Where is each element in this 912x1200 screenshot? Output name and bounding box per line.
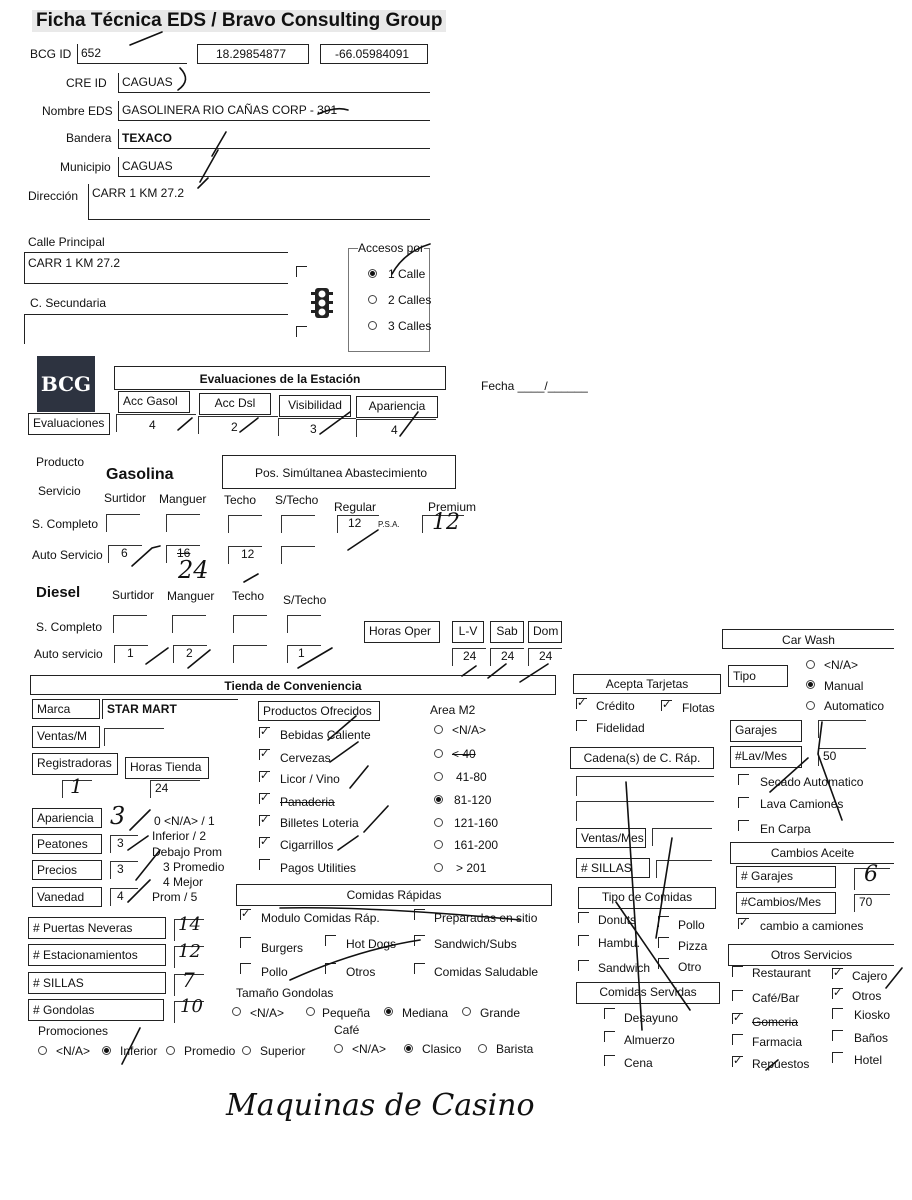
carwash-tipo-label: Tipo [728, 665, 788, 687]
sandwich-subs-checkbox[interactable] [414, 935, 425, 946]
credito-label: Crédito [596, 699, 635, 713]
gas-stecho-header: S/Techo [275, 493, 319, 507]
longitude-field[interactable]: -66.05984091 [320, 44, 428, 64]
premium-handwritten: 12 [432, 510, 460, 535]
horas-tienda-field[interactable]: 24 [150, 780, 200, 798]
horas-sab-label: Sab [490, 621, 524, 643]
bandera-label: Bandera [66, 131, 112, 145]
area-40-radio[interactable] [434, 749, 443, 758]
banos-label: Baños [854, 1031, 889, 1045]
cervezas-checkbox[interactable]: ✓ [260, 748, 270, 760]
servicio-label: Servicio [38, 484, 81, 498]
licor-checkbox[interactable]: ✓ [260, 770, 270, 782]
hotel-label: Hotel [854, 1053, 883, 1067]
evaluaciones-side-label: Evaluaciones [28, 413, 110, 435]
gond-na-radio[interactable] [232, 1007, 241, 1016]
acceso-1-radio[interactable] [368, 269, 377, 278]
registradoras-label: Registradoras [32, 753, 118, 775]
gas-as-techo[interactable]: 12 [228, 546, 262, 564]
horas-lv-label: L-V [452, 621, 484, 643]
cafe-barista-radio[interactable] [478, 1044, 487, 1053]
promo-superior-radio[interactable] [242, 1046, 251, 1055]
acceso-2-radio[interactable] [368, 295, 377, 304]
area-120-radio[interactable] [434, 795, 443, 804]
psa-label: P.S.A. [378, 520, 400, 529]
area-160-label: 121-160 [454, 816, 499, 830]
otros-comidas-label: Otros [346, 965, 376, 979]
dsl-sc-techo[interactable] [233, 615, 267, 633]
cafe-clasico-radio[interactable] [404, 1044, 413, 1053]
horas-tienda-label: Horas Tienda [125, 757, 209, 779]
acceso-1-label: 1 Calle [388, 267, 426, 281]
lava-camiones-checkbox[interactable] [738, 797, 749, 808]
gas-auto-servicio-label: Auto Servicio [32, 548, 103, 562]
secundaria-checkbox[interactable] [296, 326, 307, 337]
acc-gasol-label: Acc Gasol [118, 391, 190, 413]
pos-simultanea-box: Pos. Simúltanea Abastecimiento [222, 455, 456, 489]
ventas-label: Ventas/M [32, 726, 100, 748]
puertas-label: # Puertas Neveras [28, 917, 166, 939]
restaurant-checkbox[interactable] [732, 966, 743, 977]
gas-sc-surtidor[interactable] [106, 514, 140, 532]
area-80-label: 41-80 [456, 770, 487, 784]
gas-sc-techo[interactable] [228, 515, 262, 533]
preparadas-label: Preparadas en sitio [434, 911, 538, 925]
horas-dom-value[interactable]: 24 [528, 648, 562, 666]
gas-techo-header: Techo [224, 493, 257, 507]
tarjetas-title: Acepta Tarjetas [573, 674, 721, 694]
carwash-auto-label: Automatico [824, 699, 885, 713]
visibilidad-label: Visibilidad [279, 395, 351, 417]
carwash-auto-radio[interactable] [806, 701, 815, 710]
acceso-3-label: 3 Calles [388, 319, 432, 333]
cre-id-field[interactable]: CAGUAS [118, 73, 430, 93]
pollo-rap-label: Pollo [678, 918, 705, 932]
calle-principal-field[interactable]: CARR 1 KM 27.2 [24, 252, 288, 284]
panaderia-checkbox[interactable]: ✓ [260, 792, 270, 804]
gomeria-label: Gomeria [752, 1015, 799, 1029]
regular-field[interactable]: 12 [337, 515, 379, 533]
pizza-label: Pizza [678, 939, 708, 953]
gondolas-count-label: # Gondolas [28, 999, 164, 1021]
bcg-id-label: BCG ID [30, 47, 72, 61]
gas-s-completo-label: S. Completo [32, 517, 99, 531]
traffic-light-icon [308, 286, 336, 320]
vanedad-field[interactable]: 4 [110, 888, 138, 906]
precios-label: Precios [32, 860, 102, 880]
area-200-label: 161-200 [454, 838, 499, 852]
puertas-handwritten: 14 [178, 914, 201, 935]
cigarrillos-checkbox[interactable]: ✓ [260, 836, 270, 848]
gond-na-label: <N/A> [250, 1006, 285, 1020]
saludable-label: Comidas Saludable [434, 965, 539, 979]
dsl-stecho-header: S/Techo [283, 593, 327, 607]
direccion-field[interactable]: CARR 1 KM 27.2 [88, 184, 430, 220]
gondolas-handwritten: 10 [180, 996, 203, 1017]
calle-secundaria-field[interactable] [24, 314, 288, 344]
accesos-label: Accesos por [358, 241, 425, 255]
premium-label: Premium [428, 500, 477, 514]
otros-serv-label: Otros [852, 989, 882, 1003]
gond-pequena-radio[interactable] [306, 1007, 315, 1016]
horas-lv-value[interactable]: 24 [452, 648, 486, 666]
aceite-cambios-field[interactable]: 70 [854, 894, 890, 912]
cajero-label: Cajero [852, 969, 888, 983]
precios-field[interactable]: 3 [110, 861, 138, 879]
gasolina-label: Gasolina [106, 466, 174, 483]
eval-cell-3 [278, 418, 356, 436]
registradoras-handwritten: 1 [70, 774, 83, 798]
dsl-as-techo[interactable] [233, 645, 267, 663]
calle-secundaria-label: C. Secundaria [30, 296, 107, 310]
pollo-checkbox[interactable] [240, 963, 251, 974]
almuerzo-label: Almuerzo [624, 1033, 675, 1047]
saludable-checkbox[interactable] [414, 963, 425, 974]
principal-checkbox[interactable] [296, 266, 307, 277]
carwash-garajes-field[interactable] [818, 720, 866, 738]
gas-as-manguer[interactable]: 16 [166, 545, 200, 563]
loteria-label: Billetes Loteria [280, 816, 359, 830]
gond-mediana-label: Mediana [402, 1006, 449, 1020]
otros-servicios-title: Otros Servicios [728, 944, 894, 966]
promo-superior-label: Superior [260, 1044, 306, 1058]
gond-pequena-label: Pequeña [322, 1006, 371, 1020]
bcg-id-field[interactable]: 652 [77, 44, 187, 64]
cafebar-checkbox[interactable] [732, 990, 743, 1001]
calle-principal-label: Calle Principal [28, 235, 105, 249]
apariencia-label: Apariencia [32, 808, 102, 828]
area-40-label: < 40 [452, 747, 476, 761]
hotel-checkbox[interactable] [832, 1052, 843, 1063]
area-label: Area M2 [430, 703, 476, 717]
bebidas-checkbox[interactable]: ✓ [260, 726, 270, 738]
donuts-checkbox[interactable] [578, 912, 589, 923]
gas-as-stecho[interactable] [281, 546, 315, 564]
acc-dsl-label: Acc Dsl [199, 393, 271, 415]
aceite-cambios-label: #Cambios/Mes [736, 892, 836, 914]
marca-field[interactable]: STAR MART [102, 699, 238, 719]
almuerzo-checkbox[interactable] [604, 1031, 615, 1042]
utilities-label: Pagos Utilities [280, 861, 357, 875]
car-wash-title: Car Wash [722, 629, 894, 649]
gond-grande-radio[interactable] [462, 1007, 471, 1016]
credito-checkbox[interactable]: ✓ [577, 697, 587, 709]
cafe-label: Café [334, 1023, 360, 1037]
panaderia-label: Panaderia [280, 795, 335, 809]
dsl-s-completo-label: S. Completo [36, 620, 103, 634]
promo-promedio-label: Promedio [184, 1044, 236, 1058]
municipio-field[interactable]: CAGUAS [118, 157, 430, 177]
promociones-label: Promociones [38, 1024, 109, 1038]
lava-camiones-label: Lava Camiones [760, 797, 844, 811]
visibilidad-value[interactable]: 3 [310, 422, 317, 436]
apariencia-eval-label: Apariencia [356, 396, 438, 418]
peatones-field[interactable]: 3 [110, 835, 138, 853]
en-carpa-checkbox[interactable] [738, 820, 749, 831]
comidas-servidas-label: Comidas Servidas [576, 982, 720, 1004]
cena-checkbox[interactable] [604, 1055, 615, 1066]
dsl-manguer-header: Manguer [167, 589, 215, 603]
gas-as-surtidor[interactable]: 6 [108, 545, 142, 563]
horas-dom-label: Dom [528, 621, 562, 643]
cadena-field-2[interactable] [576, 801, 714, 821]
desayuno-checkbox[interactable] [604, 1008, 615, 1019]
gas-sc-stecho[interactable] [281, 515, 315, 533]
flotas-checkbox[interactable]: ✓ [662, 699, 672, 711]
dsl-techo-header: Techo [232, 589, 265, 603]
camiones-checkbox[interactable]: ✓ [739, 917, 749, 929]
scale-3: Debajo Prom [152, 845, 223, 859]
cigarrillos-label: Cigarrillos [280, 838, 334, 852]
cre-id-label: CRE ID [66, 76, 107, 90]
hambu-label: Hambu. [598, 936, 641, 950]
acc-gasol-value[interactable]: 4 [149, 418, 156, 432]
banos-checkbox[interactable] [832, 1030, 843, 1041]
area-201-label: > 201 [456, 861, 487, 875]
bandera-field[interactable]: TEXACO [118, 129, 430, 149]
area-120-label: 81-120 [454, 793, 492, 807]
acceso-3-radio[interactable] [368, 321, 377, 330]
bebidas-label: Bebidas Caliente [280, 728, 371, 742]
cafe-barista-label: Barista [496, 1042, 534, 1056]
eval-cell-2 [198, 416, 278, 434]
otros-comidas-checkbox[interactable] [325, 963, 336, 974]
burgers-checkbox[interactable] [240, 937, 251, 948]
preparadas-checkbox[interactable] [414, 909, 425, 920]
modulo-label: Modulo Comidas Ráp. [261, 911, 380, 925]
gas-as-manguer-handwritten: 24 [178, 556, 209, 584]
modulo-checkbox[interactable]: ✓ [241, 908, 251, 920]
promo-inferior-radio[interactable] [102, 1046, 111, 1055]
hambu-checkbox[interactable] [578, 935, 589, 946]
area-160-radio[interactable] [434, 818, 443, 827]
aceite-garajes-handwritten: 6 [864, 862, 878, 887]
donuts-label: Donuts [598, 913, 637, 927]
cafe-clasico-label: Clasico [422, 1042, 462, 1056]
cadena-label: Cadena(s) de C. Ráp. [570, 747, 714, 769]
tipo-comidas-label: Tipo de Comidas [578, 887, 716, 909]
farmacia-checkbox[interactable] [732, 1034, 743, 1045]
secado-label: Secado Automatico [760, 775, 864, 789]
productos-label: Productos Ofrecidos [258, 701, 380, 721]
gas-manguer-header: Manguer [159, 492, 207, 506]
promo-na-radio[interactable] [38, 1046, 47, 1055]
eval-cell-4 [356, 419, 436, 437]
comidas-rapidas-title: Comidas Rápidas [236, 884, 552, 906]
rapidas-sillas-field[interactable] [656, 860, 712, 878]
promo-inferior-label: Inferior [120, 1044, 158, 1058]
dsl-surtidor-header: Surtidor [112, 588, 155, 602]
diesel-label: Diesel [36, 584, 81, 601]
pollo-label: Pollo [261, 965, 288, 979]
vanedad-label: Vanedad [32, 887, 102, 907]
secado-checkbox[interactable] [738, 774, 749, 785]
otros-serv-checkbox[interactable]: ✓ [833, 987, 843, 999]
page-title: Ficha Técnica EDS / Bravo Consulting Group [32, 10, 446, 32]
horas-sab-value[interactable]: 24 [490, 648, 524, 666]
acceso-2-label: 2 Calles [388, 293, 432, 307]
eval-cell-1 [116, 414, 196, 432]
scale-2: Inferior / 2 [152, 829, 207, 843]
loteria-checkbox[interactable]: ✓ [260, 814, 270, 826]
sillas-label: # SILLAS [28, 972, 166, 994]
scale-5: 4 Mejor [163, 875, 204, 889]
cajero-checkbox[interactable]: ✓ [833, 967, 843, 979]
estac-label: # Estacionamientos [28, 944, 166, 966]
cafe-na-radio[interactable] [334, 1044, 343, 1053]
carwash-manual-radio[interactable] [806, 680, 815, 689]
peatones-label: Peatones [32, 834, 102, 854]
latitude-field[interactable]: 18.29854877 [197, 44, 309, 64]
evaluaciones-title: Evaluaciones de la Estación [114, 366, 446, 390]
sillas-handwritten: 7 [182, 968, 195, 992]
apariencia-handwritten: 3 [110, 802, 126, 830]
flotas-label: Flotas [682, 701, 715, 715]
tamano-gondolas-label: Tamaño Gondolas [236, 986, 334, 1000]
sandwich-subs-label: Sandwich/Subs [434, 937, 517, 951]
bcg-logo: BCG [37, 356, 95, 412]
ventas-field[interactable] [104, 728, 164, 746]
pizza-checkbox[interactable] [658, 937, 669, 948]
carwash-na-radio[interactable] [806, 660, 815, 669]
carwash-lav-field[interactable]: 50 [818, 748, 866, 766]
cervezas-label: Cervezas [280, 751, 331, 765]
marca-label: Marca [32, 699, 100, 719]
cambios-aceite-title: Cambios Aceite [730, 842, 894, 864]
acc-dsl-value[interactable]: 2 [231, 420, 238, 434]
kiosko-checkbox[interactable] [832, 1008, 843, 1019]
fidelidad-checkbox[interactable] [576, 720, 587, 731]
licor-label: Licor / Vino [280, 772, 340, 786]
dsl-sc-manguer[interactable] [172, 615, 206, 633]
rapidas-sillas-label: # SILLAS [576, 858, 650, 878]
gomeria-checkbox[interactable]: ✓ [733, 1012, 743, 1024]
area-80-radio[interactable] [434, 772, 443, 781]
rapidas-ventas-field[interactable] [652, 828, 712, 846]
fidelidad-label: Fidelidad [596, 721, 645, 735]
regular-label: Regular [334, 500, 377, 514]
cadena-field-1[interactable] [576, 776, 714, 796]
cena-label: Cena [624, 1056, 653, 1070]
kiosko-label: Kiosko [854, 1008, 891, 1022]
gond-grande-label: Grande [480, 1006, 521, 1020]
burgers-label: Burgers [261, 941, 304, 955]
municipio-label: Municipio [60, 160, 111, 174]
dsl-auto-servicio-label: Auto servicio [34, 647, 103, 661]
carwash-garajes-label: Garajes [730, 720, 802, 742]
aceite-garajes-label: # Garajes [736, 866, 836, 888]
hotdogs-checkbox[interactable] [325, 935, 336, 946]
gond-mediana-radio[interactable] [384, 1007, 393, 1016]
dsl-sc-stecho[interactable] [287, 615, 321, 633]
scale-6: Prom / 5 [152, 890, 198, 904]
nombre-label: Nombre EDS [42, 104, 113, 118]
farmacia-label: Farmacia [752, 1035, 803, 1049]
dsl-as-surtidor[interactable]: 1 [114, 645, 148, 663]
cafe-na-label: <N/A> [352, 1042, 387, 1056]
sandwich-checkbox[interactable] [578, 960, 589, 971]
promo-promedio-radio[interactable] [166, 1046, 175, 1055]
carwash-lav-label: #Lav/Mes [730, 746, 802, 768]
fecha-label: Fecha ____/______ [481, 379, 588, 393]
hotdogs-label: Hot Dogs [346, 937, 397, 951]
scale-4: 3 Promedio [163, 860, 225, 874]
area-na-label: <N/A> [452, 723, 487, 737]
sandwich-label: Sandwich [598, 961, 651, 975]
repuestos-label: Repuestos [752, 1057, 810, 1071]
desayuno-label: Desayuno [624, 1011, 679, 1025]
otro-rap-label: Otro [678, 960, 702, 974]
pollo-rap-checkbox[interactable] [658, 916, 669, 927]
utilities-checkbox[interactable] [259, 859, 270, 870]
carwash-manual-label: Manual [824, 679, 864, 693]
cafebar-label: Café/Bar [752, 991, 800, 1005]
apariencia-eval-value[interactable]: 4 [391, 423, 398, 437]
nombre-field[interactable]: GASOLINERA RIO CAÑAS CORP - 391 [118, 101, 430, 121]
gas-sc-manguer[interactable] [166, 514, 200, 532]
producto-label: Producto [36, 455, 85, 469]
carwash-na-label: <N/A> [824, 658, 859, 672]
en-carpa-label: En Carpa [760, 822, 811, 836]
otro-rap-checkbox[interactable] [658, 958, 669, 969]
handwritten-note: Maquinas de Casino [226, 1088, 535, 1123]
repuestos-checkbox[interactable]: ✓ [733, 1055, 743, 1067]
gas-surtidor-header: Surtidor [104, 491, 147, 505]
dsl-sc-surtidor[interactable] [113, 615, 147, 633]
dsl-as-stecho[interactable]: 1 [287, 645, 321, 663]
area-201-radio[interactable] [434, 863, 443, 872]
dsl-as-manguer[interactable]: 2 [173, 645, 207, 663]
scale-1: 0 <N/A> / 1 [154, 814, 215, 828]
estac-handwritten: 12 [178, 941, 201, 962]
horas-oper-label: Horas Oper [364, 621, 440, 643]
direccion-label: Dirección [28, 189, 79, 203]
promo-na-label: <N/A> [56, 1044, 91, 1058]
rapidas-ventas-label: Ventas/Mes [576, 828, 646, 848]
restaurant-label: Restaurant [752, 966, 811, 980]
tienda-title: Tienda de Conveniencia [30, 675, 556, 695]
camiones-label: cambio a camiones [760, 919, 864, 933]
area-na-radio[interactable] [434, 725, 443, 734]
area-200-radio[interactable] [434, 840, 443, 849]
